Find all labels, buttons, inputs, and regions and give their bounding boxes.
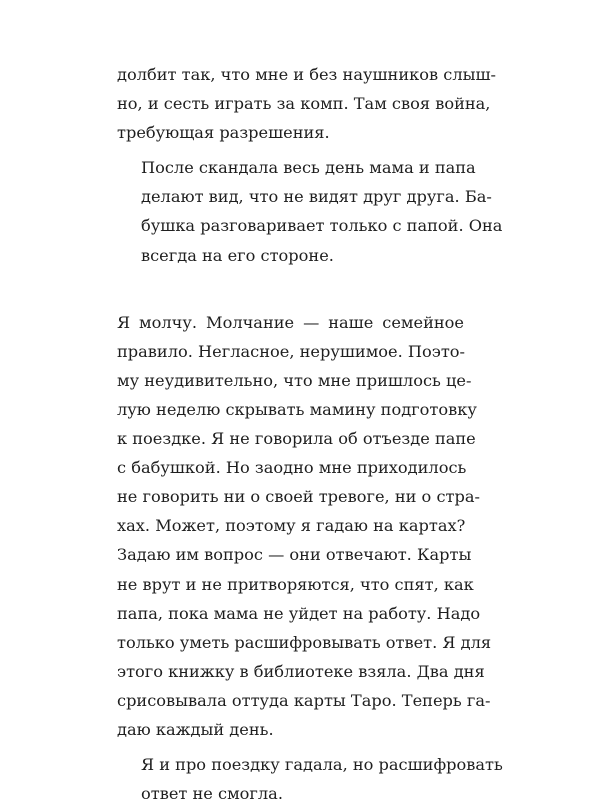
text-line: После скандала весь день мама и папа: [141, 158, 476, 178]
text-line: правило. Негласное, нерушимое. Поэто-: [117, 341, 466, 361]
body-text: [117, 60, 503, 808]
text-line: Я и про поездку гадала, но расшифровать: [141, 755, 503, 775]
text-line: Задаю им вопрос — они отвечают. Карты: [117, 545, 472, 565]
text-line: не говорить ни о своей тревоге, ни о стра-: [117, 487, 480, 507]
text-line: долбит так, что мне и без наушников слыш-: [117, 65, 496, 84]
text-line: ответ не смогла.: [141, 784, 283, 804]
text-line: бушка разговаривает только с папой. Она: [141, 216, 503, 236]
paragraph-2: [117, 153, 503, 269]
text-line: с бабушкой. Но заодно мне приходилось: [117, 458, 467, 478]
text-line: лую неделю скрывать мамину подготовку: [117, 399, 477, 419]
text-line: делают вид, что не видят друг друга. Ба-: [141, 187, 492, 207]
text-line: к поездке. Я не говорила об отъезде папе: [117, 429, 476, 449]
text-line: Я молчу. Молчание — наше семейное: [117, 312, 464, 332]
text-line: но, и сесть играть за комп. Там своя война,: [117, 94, 491, 114]
text-line: только уметь расшифровывать ответ. Я для: [117, 632, 492, 652]
text-line: даю каждый день.: [117, 719, 274, 739]
paragraph-1: [117, 60, 496, 147]
text-line: этого книжку в библиотеке взяла. Два дня: [117, 661, 485, 681]
text-line: хах. Может, поэтому я гадаю на картах?: [117, 516, 466, 536]
text-line: срисовывала оттуда карты Таро. Теперь га-: [117, 690, 491, 710]
text-line: всегда на его стороне.: [141, 245, 334, 265]
text-line: папа, пока мама не уйдет на работу. Надо: [117, 603, 481, 623]
text-line: не врут и не притворяются, что спят, как: [117, 574, 474, 594]
paragraph-4: [117, 750, 503, 808]
text-line: требующая разрешения.: [117, 123, 330, 143]
paragraph-3: [117, 308, 492, 744]
text-line: му неудивительно, что мне пришлось це-: [117, 370, 472, 390]
